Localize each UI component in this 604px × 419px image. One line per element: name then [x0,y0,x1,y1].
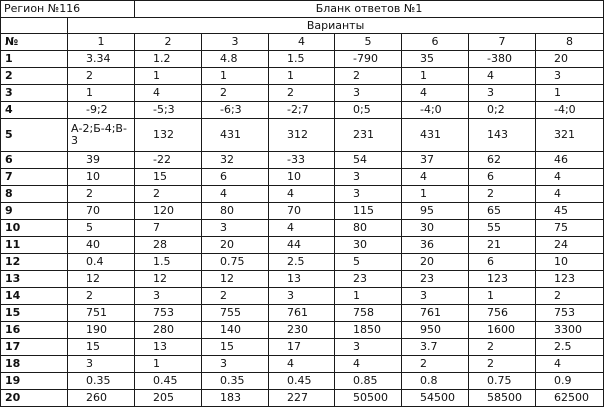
answer-cell: 5 [335,254,402,271]
answer-cell: 3300 [536,322,604,339]
answer-cell: 143 [469,119,536,152]
answer-cell: 20 [536,51,604,68]
answer-cell: -790 [335,51,402,68]
answer-cell: 30 [402,220,469,237]
answer-cell: 758 [335,305,402,322]
answer-cell: 10 [269,169,335,186]
answer-cell: 4 [269,186,335,203]
answer-cell: 756 [469,305,536,322]
answer-cell: 751 [68,305,135,322]
table-row [1,390,604,407]
answer-cell: 1 [68,85,135,102]
answer-cell: 123 [469,271,536,288]
answer-cell: 62 [469,152,536,169]
answer-cell: 39 [68,152,135,169]
answer-cell: 32 [202,152,269,169]
answer-cell: 2.5 [536,339,604,356]
answer-cell: 23 [335,271,402,288]
answer-cell: 190 [68,322,135,339]
answer-cell: 0.45 [135,373,202,390]
variant-header-6: 6 [402,34,469,51]
answer-cell: 3 [68,356,135,373]
question-number: 4 [1,102,68,119]
answer-cell: 50500 [335,390,402,407]
answer-cell: 35 [402,51,469,68]
answer-cell: 0.85 [335,373,402,390]
variant-header-3: 3 [202,34,269,51]
answer-cell: 1 [536,85,604,102]
answer-cell: 1850 [335,322,402,339]
question-number: 1 [1,51,68,68]
question-number: 16 [1,322,68,339]
answer-cell: -5;3 [135,102,202,119]
answer-cell: 4 [536,356,604,373]
answer-cell: 0.75 [202,254,269,271]
variant-header-1: 1 [68,34,135,51]
answer-cell: 7 [135,220,202,237]
answer-cell: 4 [402,85,469,102]
answer-cell: 0.75 [469,373,536,390]
table-row [1,356,604,373]
answer-cell: 6 [469,254,536,271]
answer-cell: 36 [402,237,469,254]
answer-cell: 260 [68,390,135,407]
answer-cell: 2 [536,288,604,305]
answer-cell: 3 [469,85,536,102]
answer-cell: 2 [402,356,469,373]
answer-cell: 44 [269,237,335,254]
answer-cell: 80 [335,220,402,237]
answer-cell: 4 [135,85,202,102]
answer-cell: 3.7 [402,339,469,356]
empty-corner-cell [1,18,68,34]
answer-cell: 30 [335,237,402,254]
answer-cell: 2 [469,186,536,203]
answer-cell: 205 [135,390,202,407]
answer-cell: 20 [202,237,269,254]
table-row [1,254,604,271]
answer-cell: 183 [202,390,269,407]
answer-cell: 321 [536,119,604,152]
answer-cell: 0.9 [536,373,604,390]
question-number: 20 [1,390,68,407]
answer-cell: 431 [202,119,269,152]
table-row [1,373,604,390]
answer-cell: 3 [335,339,402,356]
answer-cell: 0.35 [68,373,135,390]
answer-cell: 140 [202,322,269,339]
answer-cell: 755 [202,305,269,322]
answer-cell: 15 [202,339,269,356]
answer-cell: -6;3 [202,102,269,119]
answer-cell: 21 [469,237,536,254]
table-row [1,288,604,305]
answer-cell: 3 [202,220,269,237]
question-number: 9 [1,203,68,220]
answer-cell: 4 [469,68,536,85]
answer-cell: 1.5 [269,51,335,68]
table-row [1,68,604,85]
table-row [1,51,604,68]
question-number: 10 [1,220,68,237]
answer-cell: -33 [269,152,335,169]
answer-cell: 2 [135,186,202,203]
answer-cell: 75 [536,220,604,237]
answer-cell: 0.35 [202,373,269,390]
answer-cell: 12 [135,271,202,288]
answer-cell: 132 [135,119,202,152]
table-row [1,203,604,220]
answer-cell: 2 [335,68,402,85]
answer-cell: 20 [402,254,469,271]
answer-cell: 23 [402,271,469,288]
answer-cell: 3 [135,288,202,305]
answer-cell: 3 [402,288,469,305]
answer-cell: 15 [68,339,135,356]
answer-cell: 37 [402,152,469,169]
answer-cell: 753 [536,305,604,322]
answer-cell: 2 [68,288,135,305]
sheet-title: Бланк ответов №1 [135,1,604,18]
table-row [1,305,604,322]
answer-cell: 1 [135,356,202,373]
question-number: 14 [1,288,68,305]
table-row [1,322,604,339]
answer-cell: 4.8 [202,51,269,68]
answer-cell: 3 [269,288,335,305]
answer-cell: 950 [402,322,469,339]
answer-cell: 227 [269,390,335,407]
answer-cell: А-2;Б-4;В-3 [68,119,135,152]
answer-cell: 80 [202,203,269,220]
answer-cell: 55 [469,220,536,237]
answer-cell: -2;7 [269,102,335,119]
answer-cell: 761 [402,305,469,322]
question-number: 19 [1,373,68,390]
answer-cell: 2 [68,68,135,85]
answer-cell: 17 [269,339,335,356]
answer-cell: 230 [269,322,335,339]
answer-cell: 0;2 [469,102,536,119]
answer-cell: 231 [335,119,402,152]
answer-cell: 5 [68,220,135,237]
answer-cell: 12 [68,271,135,288]
variant-header-7: 7 [469,34,536,51]
answer-cell: 4 [536,169,604,186]
variant-header-5: 5 [335,34,402,51]
answer-cell: 15 [135,169,202,186]
question-number: 15 [1,305,68,322]
answer-cell: 1 [269,68,335,85]
answer-cell: 1 [402,186,469,203]
table-row [1,220,604,237]
table-row [1,186,604,203]
answer-cell: 54 [335,152,402,169]
answer-cell: 4 [202,186,269,203]
answer-cell: 13 [135,339,202,356]
region-label: Регион №116 [1,1,135,18]
answer-cell: 4 [269,356,335,373]
table-row [1,237,604,254]
answer-cell: 12 [202,271,269,288]
question-number: 17 [1,339,68,356]
table-row [1,119,604,152]
answer-cell: 1 [202,68,269,85]
answer-cell: 4 [402,169,469,186]
table-row [1,152,604,169]
answer-cell: 761 [269,305,335,322]
answer-cell: 2 [202,288,269,305]
answer-cell: 65 [469,203,536,220]
variant-header-4: 4 [269,34,335,51]
answer-cell: 10 [68,169,135,186]
answer-cell: -4;0 [402,102,469,119]
question-number: 12 [1,254,68,271]
answer-cell: 46 [536,152,604,169]
answer-cell: 1 [335,288,402,305]
variant-header-2: 2 [135,34,202,51]
answer-cell: 2.5 [269,254,335,271]
answer-cell: 1.5 [135,254,202,271]
answer-cell: 0.4 [68,254,135,271]
table-row [1,85,604,102]
answer-cell: 312 [269,119,335,152]
question-number: 11 [1,237,68,254]
answer-cell: 1 [469,288,536,305]
variant-header-8: 8 [536,34,604,51]
answer-cell: 70 [269,203,335,220]
answer-cell: 3.34 [68,51,135,68]
answer-cell: 1.2 [135,51,202,68]
answer-cell: 28 [135,237,202,254]
answer-cell: 3 [536,68,604,85]
answer-cell: 753 [135,305,202,322]
answer-cell: 0.8 [402,373,469,390]
answer-cell: 4 [536,186,604,203]
answer-cell: 3 [335,85,402,102]
question-number: 6 [1,152,68,169]
answer-cell: 13 [269,271,335,288]
question-number: 18 [1,356,68,373]
table-row [1,102,604,119]
answer-cell: 2 [68,186,135,203]
answer-cell: 1 [135,68,202,85]
question-number: 3 [1,85,68,102]
answer-cell: 0.45 [269,373,335,390]
table-row [1,339,604,356]
answer-cell: 40 [68,237,135,254]
answer-cell: 431 [402,119,469,152]
answer-cell: 3 [335,186,402,203]
answer-cell: 3 [202,356,269,373]
answer-cell: 280 [135,322,202,339]
number-header: № [1,34,68,51]
answer-cell: 45 [536,203,604,220]
answer-cell: -380 [469,51,536,68]
question-number: 7 [1,169,68,186]
answer-cell: 54500 [402,390,469,407]
answer-cell: 6 [202,169,269,186]
answer-cell: 62500 [536,390,604,407]
answer-cell: 1600 [469,322,536,339]
answer-cell: 3 [335,169,402,186]
answer-cell: 123 [536,271,604,288]
answer-cell: 2 [469,339,536,356]
answer-cell: -22 [135,152,202,169]
answer-cell: 1 [402,68,469,85]
answer-cell: 58500 [469,390,536,407]
question-number: 8 [1,186,68,203]
answer-cell: 4 [269,220,335,237]
answer-cell: 0;5 [335,102,402,119]
table-row [1,271,604,288]
answer-cell: 10 [536,254,604,271]
question-number: 2 [1,68,68,85]
question-number: 13 [1,271,68,288]
table-row [1,169,604,186]
answer-cell: 120 [135,203,202,220]
answer-cell: 70 [68,203,135,220]
variants-title: Варианты [68,18,604,34]
answer-cell: 6 [469,169,536,186]
answer-cell: 2 [269,85,335,102]
answer-cell: 115 [335,203,402,220]
answer-cell: 2 [202,85,269,102]
question-number: 5 [1,119,68,152]
answer-cell: -4;0 [536,102,604,119]
answer-cell: 2 [469,356,536,373]
answer-cell: 4 [335,356,402,373]
answer-cell: 24 [536,237,604,254]
answer-cell: 95 [402,203,469,220]
answer-cell: -9;2 [68,102,135,119]
